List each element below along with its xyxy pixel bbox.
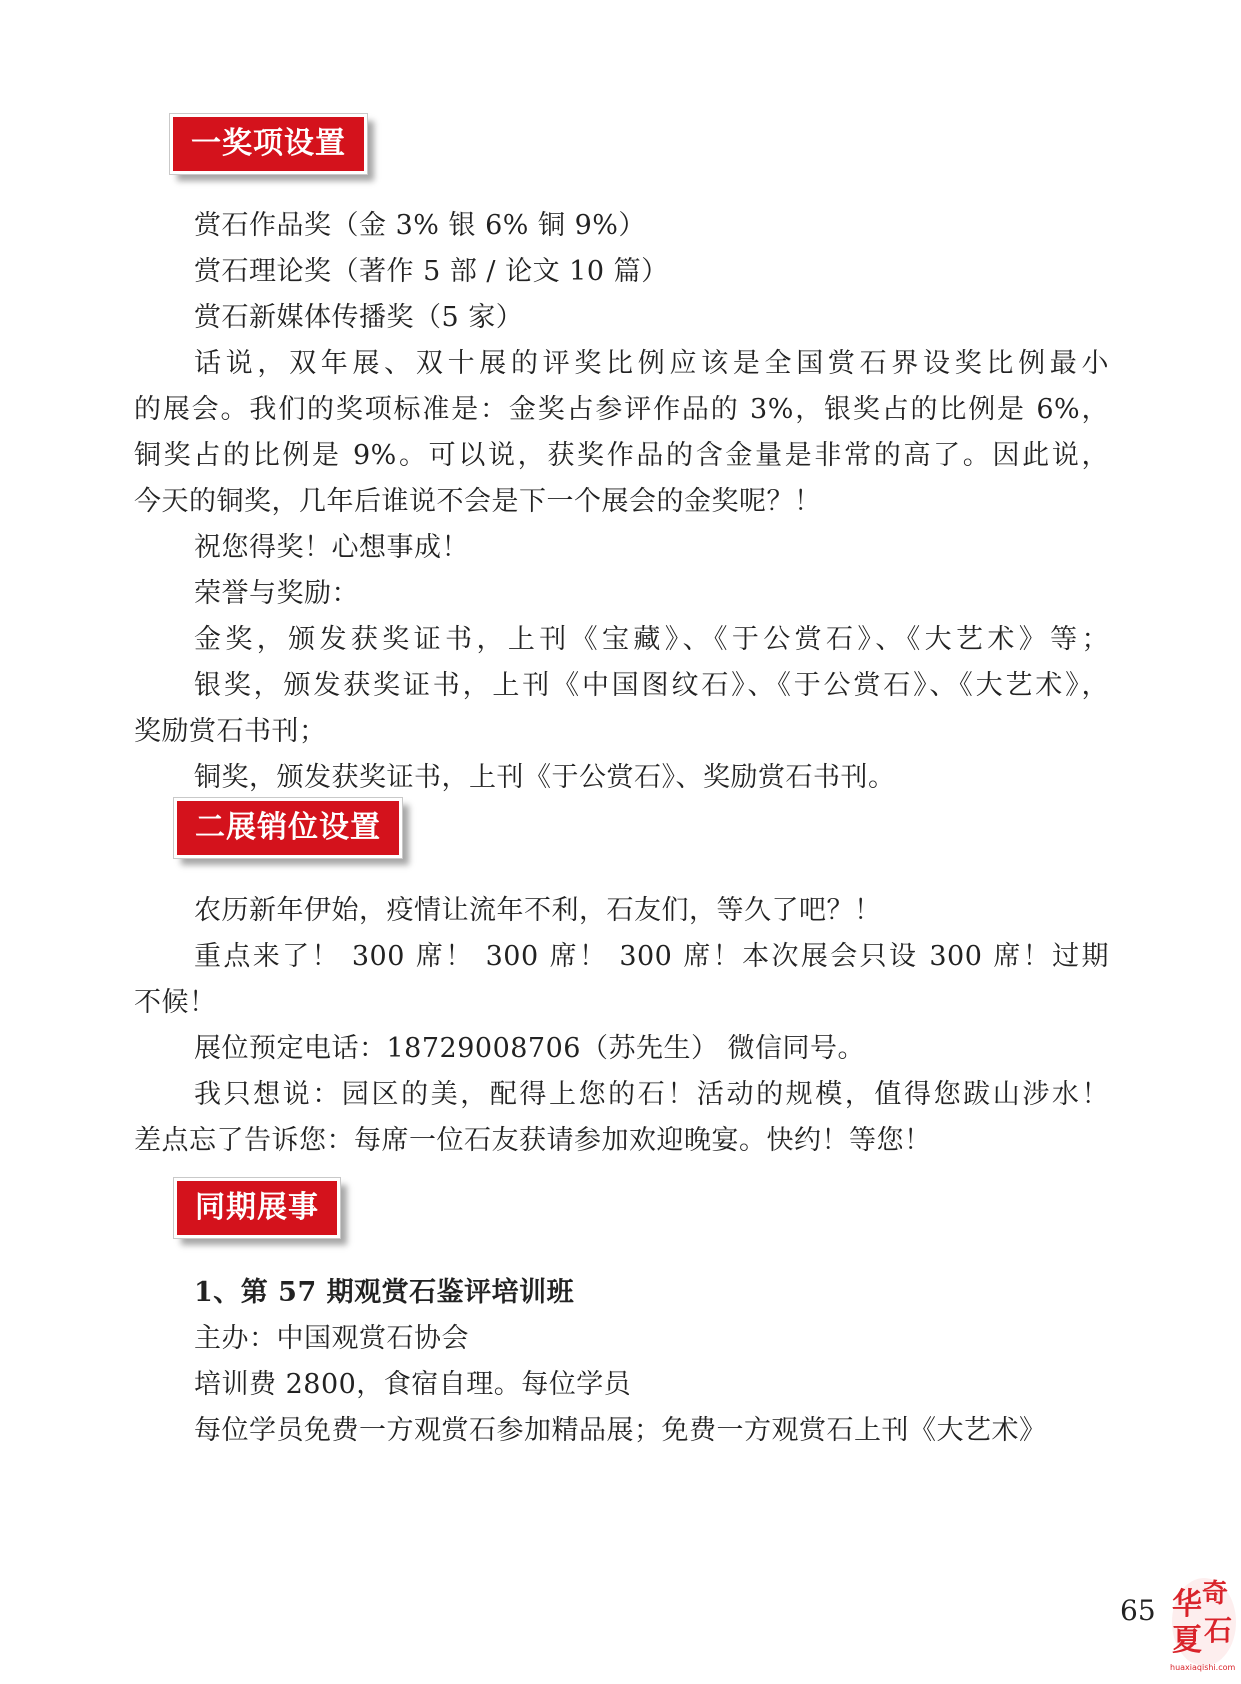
seal-url: huaxiaqishi.com — [1170, 1663, 1236, 1672]
text-line: 今天的铜奖，几年后谁说不会是下一个展会的金奖呢？！ — [134, 486, 822, 517]
text-line: 每位学员免费一方观赏石参加精品展；免费一方观赏石上刊《大艺术》 — [194, 1415, 1047, 1446]
page-number: 65 — [1120, 1594, 1156, 1627]
seal-char: 石 — [1204, 1614, 1233, 1647]
text-line: 铜奖，颁发获奖证书，上刊《于公赏石》、奖励赏石书刊。 — [194, 762, 896, 793]
text-line: 重点来了！ 300 席！ 300 席！ 300 席！本次展会只设 300 席！过期 — [194, 941, 1109, 972]
seal-char: 奇 — [1202, 1579, 1229, 1609]
text-line: 赏石新媒体传播奖（5 家） — [194, 302, 524, 333]
text-line: 农历新年伊始，疫情让流年不利，石友们，等久了吧？！ — [194, 895, 882, 926]
text-line: 金奖，颁发获奖证书，上刊《宝藏》、《于公赏石》、《大艺术》等； — [194, 624, 1109, 655]
text-line: 我只想说：园区的美，配得上您的石！活动的规模，值得您跋山涉水！ — [194, 1079, 1109, 1110]
text-line: 差点忘了告诉您：每席一位石友获请参加欢迎晚宴。快约！等您！ — [134, 1125, 932, 1156]
text-line: 铜奖占的比例是 9%。可以说，获奖作品的含金量是非常的高了。因此说， — [134, 440, 1109, 471]
text-line: 赏石理论奖（著作 5 部 / 论文 10 篇） — [194, 256, 669, 287]
text-line: 荣誉与奖励： — [194, 578, 359, 609]
section-events-body — [134, 1270, 1109, 1454]
section-booths-body — [134, 888, 1109, 1164]
event-heading: 1、第 57 期观赏石鉴评培训班 — [194, 1277, 575, 1308]
section-title-booths: 二展销位设置 — [174, 798, 402, 858]
text-line: 话说，双年展、双十展的评奖比例应该是全国赏石界设奖比例最小 — [194, 348, 1109, 379]
text-line: 奖励赏石书刊； — [134, 716, 327, 747]
seal-logo-icon — [1164, 1568, 1238, 1678]
text-line: 的展会。我们的奖项标准是：金奖占参评作品的 3%，银奖占的比例是 6%， — [134, 394, 1109, 425]
text-line: 祝您得奖！心想事成！ — [194, 532, 469, 563]
seal-char: 华 — [1172, 1587, 1202, 1622]
seal-char: 夏 — [1172, 1623, 1202, 1658]
text-line: 赏石作品奖（金 3% 银 6% 铜 9%） — [194, 210, 646, 241]
section-awards-body — [134, 203, 1109, 801]
text-line: 主办：中国观赏石协会 — [194, 1323, 469, 1354]
text-line: 不候！ — [134, 987, 217, 1018]
section-title-events: 同期展事 — [174, 1178, 340, 1238]
text-line: 银奖，颁发获奖证书，上刊《中国图纹石》、《于公赏石》、《大艺术》， — [194, 670, 1109, 701]
section-title-awards: 一奖项设置 — [170, 114, 367, 174]
text-line: 培训费 2800，食宿自理。每位学员 — [194, 1369, 632, 1400]
text-line: 展位预定电话：18729008706（苏先生） 微信同号。 — [194, 1033, 866, 1064]
